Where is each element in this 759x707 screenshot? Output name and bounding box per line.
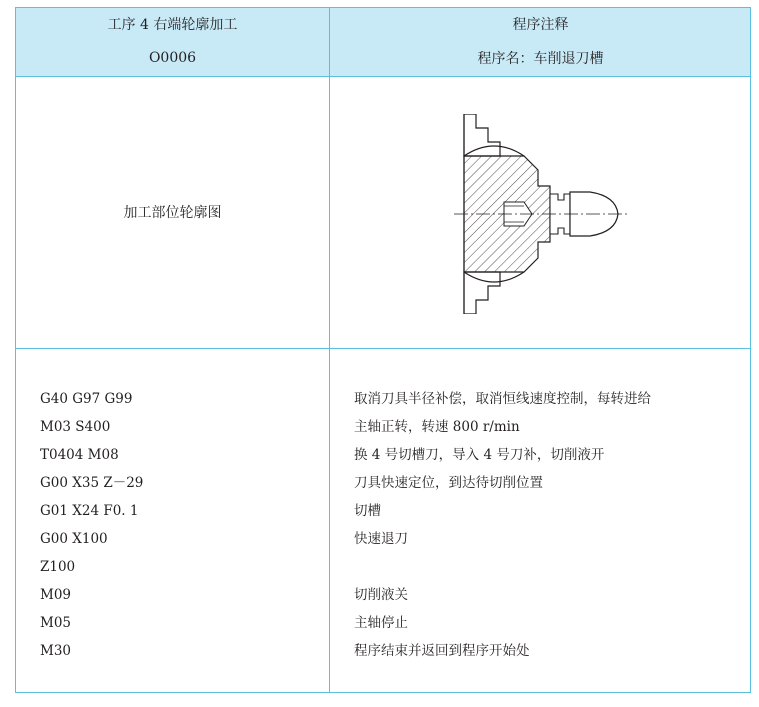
- code-list: [40, 385, 143, 665]
- code-line: M05: [40, 615, 72, 631]
- header-process-cell: 工序 4 右端轮廓加工: [107, 17, 238, 33]
- note-list: [354, 385, 651, 665]
- contour-figure-row: [16, 76, 750, 349]
- note-line: 程序结束并返回到程序开始处: [354, 643, 530, 659]
- note-line: 主轴停止: [354, 615, 408, 631]
- code-line: G00 X100: [40, 531, 108, 547]
- column-divider: [329, 348, 330, 692]
- code-line: G40 G97 G99: [40, 391, 133, 407]
- code-line: M30: [40, 643, 72, 659]
- chuck-jaw-upper: [464, 114, 500, 156]
- note-line: 切削液关: [354, 587, 408, 603]
- code-line: Z100: [40, 559, 76, 575]
- code-line: M09: [40, 587, 72, 603]
- program-code-row: [16, 348, 750, 692]
- code-line: G01 X24 F0. 1: [40, 503, 139, 519]
- header-notes-cell: 程序注释: [512, 17, 569, 33]
- program-name-cell: 程序名：车削退刀槽: [477, 51, 604, 67]
- chuck-jaw-lower: [464, 272, 500, 314]
- table-header-row: [16, 8, 750, 41]
- code-line: T0404 M08: [40, 447, 119, 463]
- contour-figure-cell: [330, 76, 751, 348]
- code-line: G00 X35 Z－29: [40, 475, 144, 491]
- note-line: 取消刀具半径补偿，取消恒线速度控制，每转进给: [354, 391, 651, 407]
- note-line: 主轴正转，转速 800 r/min: [354, 419, 520, 435]
- note-line: 刀具快速定位，到达待切削位置: [354, 475, 543, 491]
- code-line: M03 S400: [40, 419, 111, 435]
- contour-figure-label: 加工部位轮廓图: [123, 205, 222, 221]
- note-line: [354, 553, 651, 581]
- program-table: [15, 7, 751, 693]
- program-number-cell: O0006: [148, 50, 197, 66]
- program-name-row: [16, 40, 750, 77]
- workpiece-contour-drawing: [454, 114, 644, 314]
- note-line: 换 4 号切槽刀，导入 4 号刀补，切削液开: [354, 447, 605, 463]
- note-line: 切槽: [354, 503, 381, 519]
- note-line: 快速退刀: [354, 531, 408, 547]
